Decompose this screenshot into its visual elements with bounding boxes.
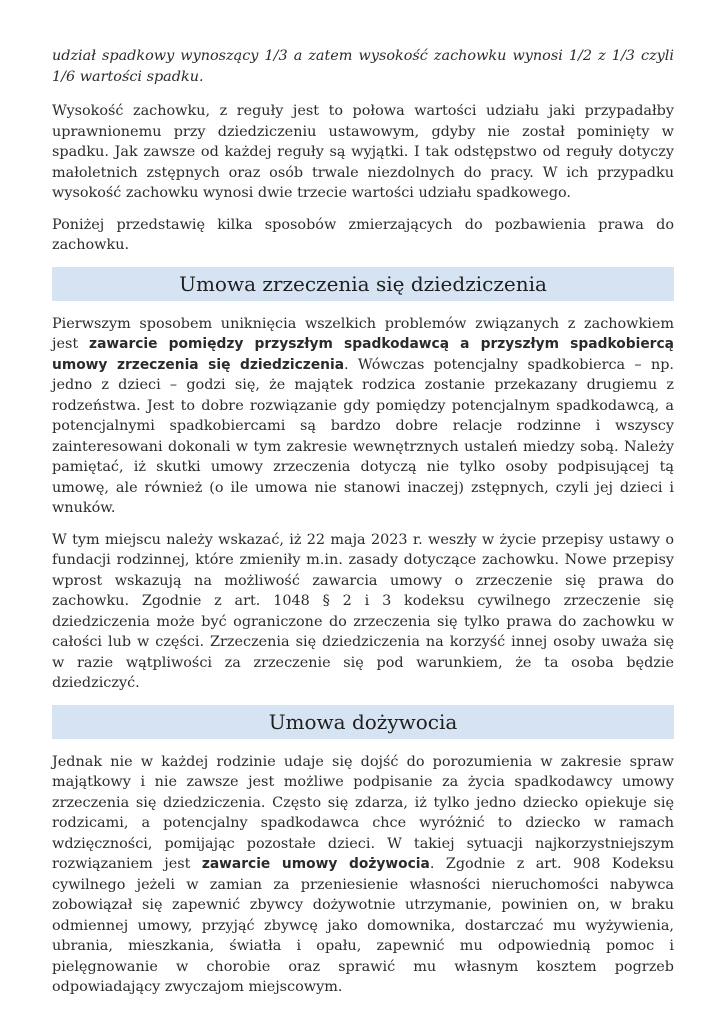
renunciation-paragraph-2: W tym miejscu należy wskazać, iż 22 maja 2023 r. weszły w życie przepisy ustawy o fundacji rodzinnej, które zmieniły m.in. zasady dotyczące zachowku. Nowe przepisy wprost wskazują na możliwość zawarcia umowy o zrzeczenie się prawa do zachowku. Zgodnie z art. 1048 § 2 i 3 kodeksu cywilnego zrzeczenie się dziedziczenia może być ograniczone do zrzeczenia się tylko prawa do zachowku w całości lub w części. Zrzeczenia się dziedziczenia na korzyść innej osoby uważa się w razie wątpliwości za zrzeczenie się pod warunkiem, że ta osoba będzie dziedziczyć. [52, 531, 674, 691]
section-heading-life-annuity: Umowa dożywocia [52, 705, 674, 739]
document-body [52, 46, 674, 1009]
text-run: Pierwszym sposobem uniknięcia wszelkich problemów związanych z zachowkiem jest [52, 315, 674, 352]
text-run: . Zgodnie z art. 908 Kodeksu cywilnego jeżeli w zamian za przeniesienie własności nieruchomości nabywca zobowiązał się zapewnić zbywcy dożywotnie utrzymanie, powinien on, w braku odmiennej umowy, przyjąć zbywcę jako domownika, dostarczać mu wyżywienia, ubrania, mieszkania, światła i opału, zapewnić mu odpowiednią pomoc i pielęgnowanie w chorobie oraz sprawić mu własnym kosztem pogrzeb odpowiadający zwyczajom miejscowym. [52, 856, 674, 995]
intro-italic-paragraph: udział spadkowy wynoszący 1/3 a zatem wysokość zachowku wynosi 1/2 z 1/3 czyli 1/6 wartości spadku. [52, 48, 674, 85]
intro-paragraph-2: Poniżej przedstawię kilka sposobów zmierzających do pozbawienia prawa do zachowku. [52, 216, 674, 253]
text-run: . Wówczas potencjalny spadkobierca – np. jedno z dzieci – godzi się, że majątek rodzica zostanie przekazany drugiemu z rodzeństwa. Jest to dobre rozwiązanie gdy pomiędzy potencjalnym spadkodawcą, a potencjalnymi spadkobiercami są bardzo dobre relacje rodzinne i wszyscy zainteresowani dokonali w tym zakresie wewnętrznych ustaleń miedzy sobą. Należy pamiętać, iż skutki umowy zrzeczenia dotyczą nie tylko osoby podpisującej tą umowę, ale również (o ile umowa nie stanowi inaczej) zstępnych, czyli jej dzieci i wnuków. [52, 356, 674, 516]
intro-paragraph-1: Wysokość zachowku, z reguły jest to połowa wartości udziału jaki przypadałby uprawnionemu przy dziedziczeniu ustawowym, gdyby nie został pominięty w spadku. Jak zawsze od każdej reguły są wyjątki. I tak odstępstwo od reguły dotyczy małoletnich zstępnych oraz osób trwale niezdolnych do pracy. W ich przypadku wysokość zachowku wynosi dwie trzecie wartości udziału spadkowego. [52, 103, 674, 201]
life-annuity-paragraph [52, 752, 674, 998]
text-run: Jednak nie w każdej rodzinie udaje się dojść do porozumienia w zakresie spraw majątkowy i nie zawsze jest możliwe podpisanie za życia spadkodawcy umowy zrzeczenia się dziedziczenia. Często się zdarza, iż tylko jedno dziecko opiekuje się rodzicami, a potencjalny spadkodawca chce wyróżnić to dziecko w ramach wdzięczności, pomijając pozostałe dzieci. W takiej sytuacji najkorzystniejszym rozwiązaniem jest [52, 753, 674, 872]
bold-emphasis: zawarcie pomiędzy przyszłym spadkodawcą a przyszłym spadkobiercą umowy zrzeczenia się dziedziczenia [52, 336, 674, 373]
renunciation-paragraph-1 [52, 314, 674, 519]
section-heading-renunciation: Umowa zrzeczenia się dziedziczenia [52, 267, 674, 301]
bold-emphasis: zawarcie umowy dożywocia [201, 856, 430, 872]
